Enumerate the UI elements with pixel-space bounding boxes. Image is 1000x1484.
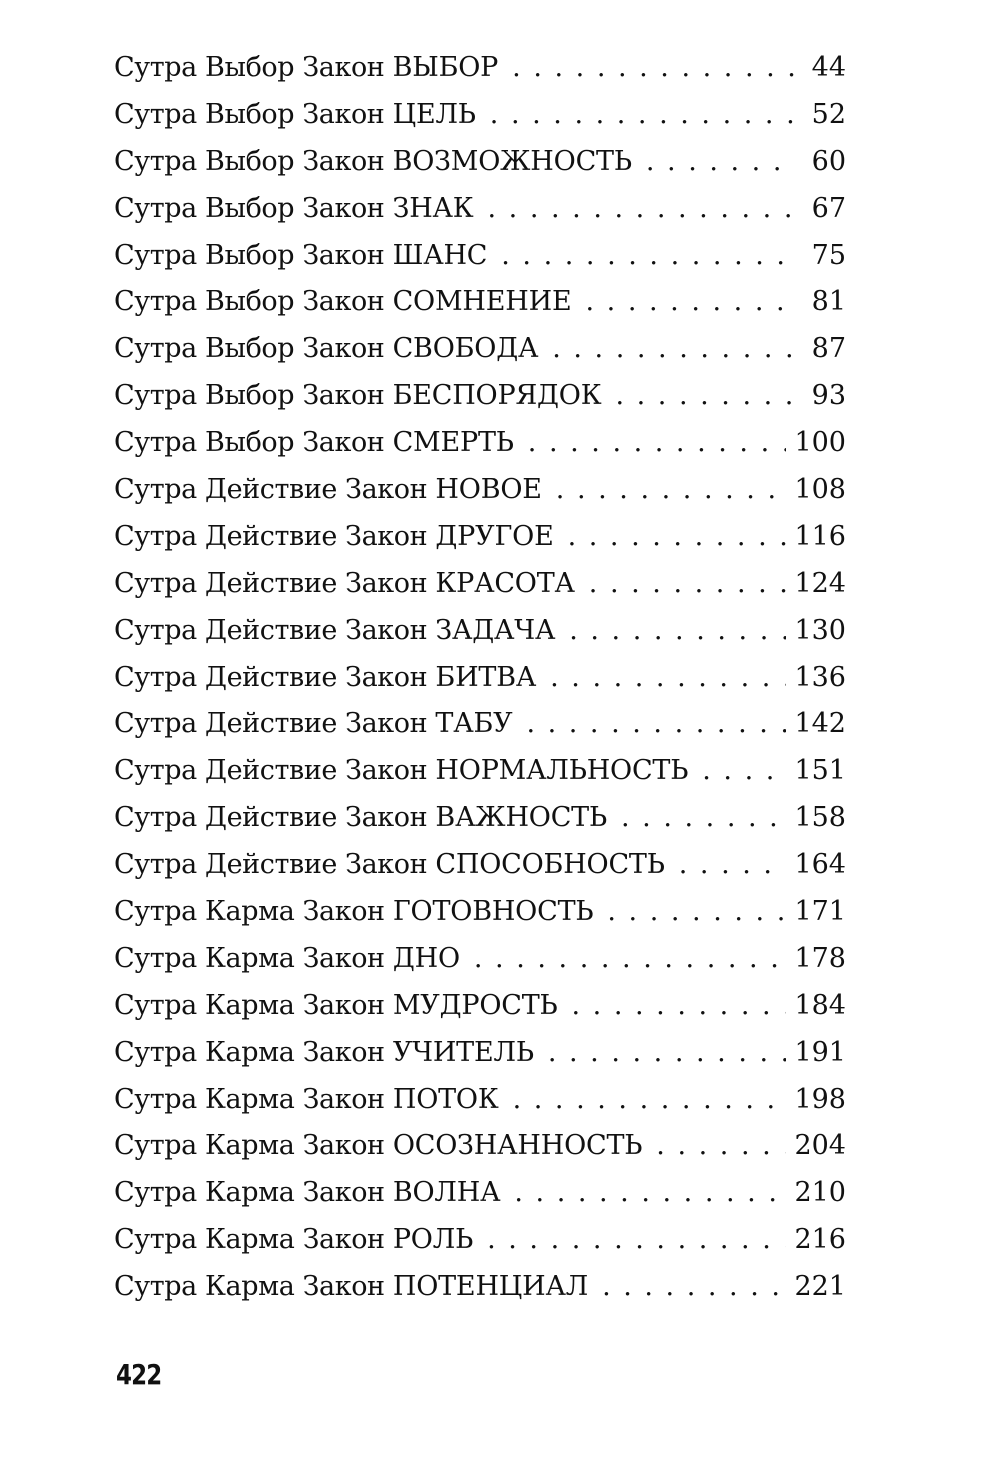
toc-entry-law: НОРМАЛЬНОСТЬ	[435, 755, 689, 787]
toc-entry-law: ВОЛНА	[392, 1177, 501, 1209]
toc-entry-law: УЧИТЕЛЬ	[392, 1036, 534, 1068]
toc-entry-title	[114, 427, 514, 458]
toc-entry	[114, 1271, 846, 1318]
toc-entry-title	[114, 896, 593, 927]
toc-entry-prefix: Сутра Выбор Закон	[114, 192, 385, 224]
toc-entry-page: 184	[794, 989, 846, 1021]
dot-leader	[490, 99, 796, 130]
toc-entry-title	[114, 615, 555, 646]
toc-entry-page: 116	[794, 520, 846, 552]
toc-entry-title	[114, 943, 460, 974]
dot-leader	[552, 333, 796, 364]
toc-entry	[114, 1084, 846, 1131]
dot-leader	[526, 708, 786, 739]
toc-entry-prefix: Сутра Карма Закон	[114, 896, 385, 928]
dot-leader	[602, 1271, 786, 1302]
toc-entry	[114, 1224, 846, 1271]
toc-entry-prefix: Сутра Действие Закон	[114, 474, 428, 506]
toc-entry	[114, 568, 846, 615]
toc-entry-page: 75	[811, 239, 846, 271]
toc-entry	[114, 708, 846, 755]
toc-entry-prefix: Сутра Выбор Закон	[114, 239, 385, 271]
toc-entry-law: ЗАДАЧА	[435, 614, 556, 646]
dot-leader	[569, 615, 786, 646]
toc-entry-page: 100	[794, 427, 846, 459]
toc-entry-prefix: Сутра Выбор Закон	[114, 52, 385, 83]
toc-entry-title	[114, 240, 487, 271]
toc-entry-page: 198	[794, 1083, 846, 1115]
toc-entry-prefix: Сутра Действие Закон	[114, 708, 428, 740]
toc-entry-law: СПОСОБНОСТЬ	[435, 849, 665, 881]
toc-entry-prefix: Сутра Карма Закон	[114, 942, 385, 974]
dot-leader	[528, 427, 787, 458]
toc-entry-law: ГОТОВНОСТЬ	[392, 896, 594, 928]
dot-leader	[550, 662, 786, 693]
toc-entry-page: 216	[794, 1224, 846, 1256]
toc-entry-title	[114, 990, 558, 1021]
toc-entry-title	[114, 755, 688, 786]
toc-entry-title	[114, 99, 476, 130]
toc-entry-law: СОМНЕНИЕ	[392, 286, 572, 318]
page-number: 422	[116, 1358, 162, 1391]
toc-entry-prefix: Сутра Действие Закон	[114, 755, 428, 787]
toc-entry-prefix: Сутра Карма Закон	[114, 1036, 385, 1068]
toc-entry	[114, 193, 846, 240]
toc-entry-title	[114, 146, 632, 177]
toc-entry-law: ЗНАК	[392, 192, 474, 224]
toc-entry-title	[114, 802, 607, 833]
dot-leader	[487, 1224, 786, 1255]
toc-entry	[114, 662, 846, 709]
toc-entry-prefix: Сутра Карма Закон	[114, 1130, 385, 1162]
toc-entry-law: ЦЕЛЬ	[392, 98, 476, 130]
toc-entry	[114, 755, 846, 802]
toc-entry-title	[114, 474, 542, 505]
toc-entry-prefix: Сутра Действие Закон	[114, 567, 428, 599]
toc-entry-law: ПОТОК	[392, 1083, 499, 1115]
toc-entry-page: 164	[794, 849, 846, 881]
toc-entry-prefix: Сутра Выбор Закон	[114, 333, 385, 365]
toc-entry-prefix: Сутра Карма Закон	[114, 1177, 385, 1209]
toc-entry-prefix: Сутра Карма Закон	[114, 1271, 385, 1303]
toc-entry-title	[114, 1177, 500, 1208]
toc-entry-prefix: Сутра Действие Закон	[114, 520, 428, 552]
dot-leader	[548, 1037, 787, 1068]
dot-leader	[589, 568, 787, 599]
toc-entry-page: 67	[811, 192, 846, 224]
toc-entry-title	[114, 1224, 473, 1255]
toc-entry	[114, 802, 846, 849]
toc-entry-title	[114, 193, 474, 224]
toc-entry-prefix: Сутра Выбор Закон	[114, 98, 385, 130]
toc-entry-page: 136	[794, 661, 846, 693]
dot-leader	[656, 1130, 786, 1161]
toc-entry-title	[114, 1037, 534, 1068]
toc-entry	[114, 1037, 846, 1084]
toc-entry-page: 60	[811, 145, 846, 177]
toc-entry-page: 178	[794, 942, 846, 974]
toc-entry-page: 142	[794, 708, 846, 740]
toc-entry-law: РОЛЬ	[392, 1224, 474, 1256]
toc-entry-law: БЕСПОРЯДОК	[392, 380, 602, 412]
toc-entry	[114, 99, 846, 146]
dot-leader	[474, 943, 787, 974]
toc-entry-prefix: Сутра Выбор Закон	[114, 427, 385, 459]
toc-entry-title	[114, 568, 575, 599]
toc-entry	[114, 521, 846, 568]
toc-entry-law: ОСОЗНАННОСТЬ	[392, 1130, 643, 1162]
dot-leader	[607, 896, 786, 927]
toc-entry	[114, 849, 846, 896]
toc-entry-law: МУДРОСТЬ	[392, 989, 558, 1021]
toc-entry	[114, 615, 846, 662]
dot-leader	[488, 193, 796, 224]
toc-entry-law: СМЕРТЬ	[392, 427, 514, 459]
toc-entry-prefix: Сутра Выбор Закон	[114, 145, 385, 177]
toc-entry-law: ВАЖНОСТЬ	[435, 802, 607, 834]
toc-entry-title	[114, 521, 554, 552]
toc-entry-page: 151	[794, 755, 846, 787]
toc-entry-page: 130	[794, 614, 846, 646]
dot-leader	[572, 990, 787, 1021]
toc-entry-law: ДРУГОЕ	[435, 520, 554, 552]
toc-entry-law: БИТВА	[435, 661, 537, 693]
toc-entry-page: 87	[811, 333, 846, 365]
toc-entry-law: ВЫБОР	[392, 52, 499, 83]
toc-entry-title	[114, 849, 665, 880]
toc-entry-law: КРАСОТА	[435, 567, 575, 599]
toc-entry-law: НОВОЕ	[435, 474, 542, 506]
toc-entry-prefix: Сутра Действие Закон	[114, 802, 428, 834]
toc-entry-law: ДНО	[392, 942, 460, 974]
toc-entry-title	[114, 52, 498, 83]
toc-entry-prefix: Сутра Действие Закон	[114, 661, 428, 693]
toc-entry-prefix: Сутра Действие Закон	[114, 849, 428, 881]
dot-leader	[621, 802, 786, 833]
toc-entry	[114, 333, 846, 380]
dot-leader	[568, 521, 787, 552]
toc-entry-title	[114, 1271, 588, 1302]
dot-leader	[646, 146, 796, 177]
toc-entry-page: 210	[794, 1177, 846, 1209]
dot-leader	[586, 286, 797, 317]
toc-entry	[114, 427, 846, 474]
toc-entry-page: 191	[794, 1036, 846, 1068]
toc-entry-prefix: Сутра Карма Закон	[114, 989, 385, 1021]
toc-entry	[114, 52, 846, 99]
toc-entry-page: 52	[811, 98, 846, 130]
dot-leader	[501, 240, 796, 271]
toc-entry-title	[114, 380, 601, 411]
dot-leader	[615, 380, 796, 411]
dot-leader	[702, 755, 786, 786]
dot-leader	[512, 52, 796, 83]
toc-entry-page: 124	[794, 567, 846, 599]
toc-entry	[114, 896, 846, 943]
toc-entry	[114, 943, 846, 990]
toc-entry-title	[114, 1084, 499, 1115]
toc-entry-law: ТАБУ	[435, 708, 513, 740]
toc-entry	[114, 146, 846, 193]
toc-entry	[114, 990, 846, 1037]
toc-entry	[114, 1177, 846, 1224]
toc-entry-page: 204	[794, 1130, 846, 1162]
toc-entry-law: СВОБОДА	[392, 333, 539, 365]
toc-entry-prefix: Сутра Выбор Закон	[114, 286, 385, 318]
toc-entry-law: ПОТЕНЦИАЛ	[392, 1271, 589, 1303]
toc-entry-page: 81	[811, 286, 846, 318]
toc-entry-prefix: Сутра Карма Закон	[114, 1224, 385, 1256]
toc-entry-law: ВОЗМОЖНОСТЬ	[392, 145, 632, 177]
toc-entry-title	[114, 1130, 642, 1161]
toc-entry-title	[114, 286, 572, 317]
toc-entry-page: 44	[811, 52, 846, 83]
toc-entry	[114, 1130, 846, 1177]
toc-entry-page: 93	[811, 380, 846, 412]
toc-entry	[114, 474, 846, 521]
toc-entry-law: ШАНС	[392, 239, 488, 271]
toc-entry-title	[114, 333, 538, 364]
toc-entry-page: 171	[794, 896, 846, 928]
toc-entry	[114, 286, 846, 333]
dot-leader	[513, 1084, 787, 1115]
toc-entry-page: 108	[794, 474, 846, 506]
dot-leader	[514, 1177, 786, 1208]
toc-entry-prefix: Сутра Карма Закон	[114, 1083, 385, 1115]
toc-entry	[114, 240, 846, 287]
toc-entry-page: 158	[794, 802, 846, 834]
toc-entry-prefix: Сутра Действие Закон	[114, 614, 428, 646]
toc-entry-prefix: Сутра Выбор Закон	[114, 380, 385, 412]
dot-leader	[556, 474, 787, 505]
toc-entry-page: 221	[794, 1271, 846, 1303]
table-of-contents	[114, 52, 846, 1318]
dot-leader	[679, 849, 787, 880]
toc-entry-title	[114, 708, 512, 739]
toc-entry-title	[114, 662, 536, 693]
toc-entry	[114, 380, 846, 427]
